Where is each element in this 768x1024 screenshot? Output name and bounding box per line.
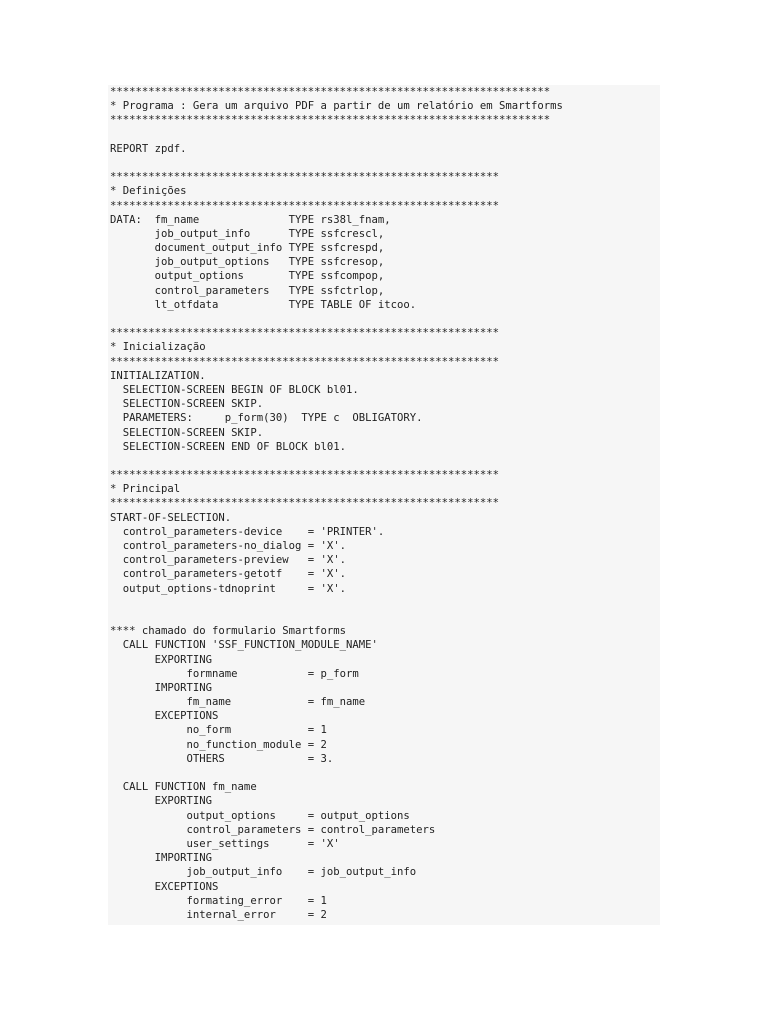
code-line: ********************************************************************* — [110, 114, 551, 127]
code-line: EXPORTING — [110, 653, 213, 666]
code-line: ************************************************************* — [110, 355, 500, 368]
code-line: lt_otfdata TYPE TABLE OF itcoo. — [110, 298, 417, 311]
code-line: * Principal — [110, 483, 181, 496]
code-line — [110, 596, 563, 610]
code-line: INITIALIZATION. — [110, 369, 206, 382]
code-line: EXPORTING — [110, 795, 213, 808]
code-line — [110, 766, 563, 780]
code-line — [110, 454, 563, 468]
code-line: DATA: fm_name TYPE rs38l_fnam, — [110, 213, 391, 226]
code-listing — [108, 85, 660, 925]
code-line: * Definições — [110, 185, 187, 198]
code-line: no_function_module = 2 — [110, 738, 327, 751]
code-line: IMPORTING — [110, 852, 213, 865]
code-line: fm_name = fm_name — [110, 696, 366, 709]
code-line: * Inicialização — [110, 341, 206, 354]
code-line: EXCEPTIONS — [110, 710, 219, 723]
code-line: CALL FUNCTION 'SSF_FUNCTION_MODULE_NAME' — [110, 639, 378, 652]
code-line: ************************************************************* — [110, 171, 500, 184]
code-line: internal_error = 2 — [110, 908, 327, 921]
code-line: output_options-tdnoprint = 'X'. — [110, 582, 346, 595]
code-line: **** chamado do formulario Smartforms — [110, 625, 346, 638]
code-line: output_options = output_options — [110, 809, 410, 822]
code-line: SELECTION-SCREEN BEGIN OF BLOCK bl01. — [110, 383, 359, 396]
code-line — [110, 610, 563, 624]
code-line: document_output_info TYPE ssfcrespd, — [110, 242, 385, 255]
code-line: * Programa : Gera um arquivo PDF a partir de um relatório em Smartforms — [110, 100, 563, 113]
code-line: SELECTION-SCREEN END OF BLOCK bl01. — [110, 440, 346, 453]
code-line: job_output_info = job_output_info — [110, 866, 417, 879]
code-line — [110, 312, 563, 326]
code-line: control_parameters-device = 'PRINTER'. — [110, 525, 385, 538]
code-line: control_parameters-no_dialog = 'X'. — [110, 540, 346, 552]
code-line: START-OF-SELECTION. — [110, 511, 232, 524]
code-line: SELECTION-SCREEN SKIP. — [110, 398, 264, 411]
code-line: ************************************************************* — [110, 327, 500, 340]
code-line: ********************************************************************* — [110, 86, 551, 98]
code-line: ************************************************************* — [110, 497, 500, 510]
code-line: OTHERS = 3. — [110, 752, 334, 765]
code-line: job_output_options TYPE ssfcresop, — [110, 256, 385, 269]
code-line: ************************************************************* — [110, 199, 500, 212]
code-line: formname = p_form — [110, 667, 359, 680]
code-line: user_settings = 'X' — [110, 837, 340, 850]
code-line: CALL FUNCTION fm_name — [110, 781, 257, 794]
code-line — [110, 156, 563, 170]
code-line: SELECTION-SCREEN SKIP. — [110, 426, 264, 439]
code-line: PARAMETERS: p_form(30) TYPE c OBLIGATORY. — [110, 412, 423, 425]
code-line — [110, 128, 563, 142]
code-line: control_parameters TYPE ssfctrlop, — [110, 284, 385, 297]
code-line: output_options TYPE ssfcompop, — [110, 270, 385, 283]
code-line: job_output_info TYPE ssfcrescl, — [110, 227, 385, 240]
code-line: IMPORTING — [110, 681, 213, 694]
abap-source-code — [110, 85, 563, 922]
code-line: ************************************************************* — [110, 469, 500, 482]
code-line: formating_error = 1 — [110, 894, 327, 907]
code-line: no_form = 1 — [110, 724, 327, 737]
code-line: control_parameters-getotf = 'X'. — [110, 568, 346, 581]
code-line: control_parameters-preview = 'X'. — [110, 554, 346, 567]
code-line: REPORT zpdf. — [110, 142, 187, 155]
code-line: EXCEPTIONS — [110, 880, 219, 893]
code-line: control_parameters = control_parameters — [110, 823, 436, 836]
